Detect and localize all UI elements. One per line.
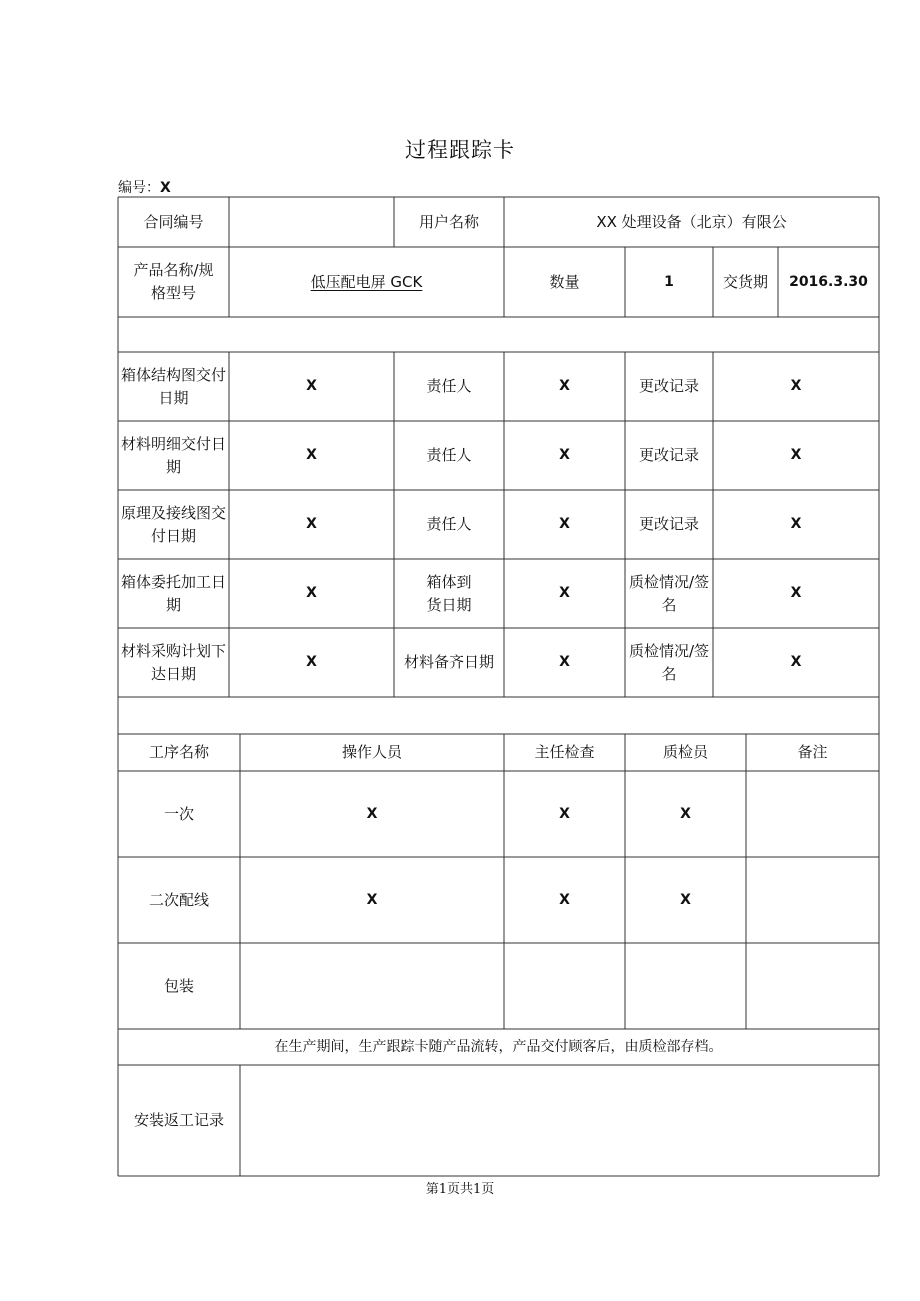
schedule-right-value[interactable]: X — [790, 516, 802, 532]
process-name: 一次 — [163, 804, 194, 823]
schedule-label: 原理及接线图交付日期 — [120, 503, 226, 545]
schedule-mid-value[interactable]: X — [559, 516, 570, 532]
schedule-mid-value[interactable]: X — [559, 447, 570, 463]
process-header-name: 工序名称 — [148, 743, 209, 761]
page-title: 过程跟踪卡 — [405, 138, 515, 162]
schedule-right-label: 更改记录 — [638, 446, 699, 464]
page-footer: 第1页共1页 — [425, 1182, 495, 1197]
delivery-value[interactable]: 2016.3.30 — [789, 273, 868, 290]
schedule-right-value[interactable]: X — [790, 585, 802, 601]
product-label: 产品名称/规格型号 — [133, 261, 214, 302]
quantity-label: 数量 — [549, 272, 580, 291]
schedule-mid-label: 责任人 — [426, 515, 472, 533]
schedule-value[interactable]: X — [306, 654, 317, 670]
schedule-label: 箱体结构图交付日期 — [120, 365, 226, 407]
contract-no-label: 合同编号 — [143, 212, 204, 231]
document-number-label: 编号： — [118, 180, 160, 196]
customer-value[interactable]: XX 处理设备（北京）有限公 — [596, 212, 787, 231]
process-header-note: 备注 — [797, 743, 828, 761]
rework-value[interactable] — [240, 1065, 879, 1176]
schedule-mid-value[interactable]: X — [559, 654, 570, 670]
quantity-value[interactable]: 1 — [664, 273, 674, 290]
process-inspector[interactable]: X — [680, 805, 691, 822]
schedule-right-label: 更改记录 — [638, 515, 699, 533]
process-name: 二次配线 — [148, 890, 209, 909]
product-value-text: 低压配电屏 GCK — [310, 272, 423, 291]
schedule-right-value[interactable]: X — [790, 378, 802, 394]
contract-no-value[interactable] — [229, 197, 394, 247]
product-value[interactable] — [229, 247, 504, 317]
process-note[interactable] — [746, 771, 879, 857]
schedule-mid-label: 责任人 — [426, 446, 472, 464]
schedule-mid-label: 责任人 — [426, 377, 472, 395]
schedule-right-label: 更改记录 — [638, 377, 699, 395]
process-header-lead-check: 主任检查 — [534, 743, 595, 761]
process-note[interactable] — [746, 943, 879, 1029]
schedule-label: 材料明细交付日期 — [120, 434, 226, 476]
document-number-value: X — [160, 180, 171, 196]
process-lead-check[interactable]: X — [559, 805, 570, 822]
rework-label: 安装返工记录 — [133, 1111, 224, 1129]
schedule-mid-value[interactable]: X — [559, 585, 570, 601]
process-inspector[interactable] — [625, 943, 746, 1029]
process-lead-check[interactable] — [504, 943, 625, 1029]
process-operator[interactable] — [240, 943, 504, 1029]
process-header-inspector: 质检员 — [662, 743, 708, 761]
schedule-label: 材料采购计划下达日期 — [120, 641, 226, 683]
schedule-mid-value[interactable]: X — [559, 378, 570, 394]
process-header-operator: 操作人员 — [341, 743, 402, 761]
process-note[interactable] — [746, 857, 879, 943]
schedule-value[interactable]: X — [306, 447, 317, 463]
schedule-label: 箱体委托加工日期 — [120, 572, 226, 614]
schedule-mid-label: 箱体到货日期 — [426, 572, 472, 614]
process-name: 包装 — [163, 976, 194, 995]
schedule-right-value[interactable]: X — [790, 654, 802, 670]
process-operator[interactable]: X — [366, 891, 378, 908]
schedule-value[interactable]: X — [306, 585, 317, 601]
process-lead-check[interactable]: X — [559, 891, 570, 908]
schedule-right-label: 质检情况/签名 — [628, 572, 710, 614]
delivery-label: 交货期 — [722, 272, 768, 291]
schedule-mid-label: 材料备齐日期 — [403, 653, 494, 671]
schedule-value[interactable]: X — [306, 378, 317, 394]
customer-label: 用户名称 — [418, 212, 479, 231]
circulation-note: 在生产期间，生产跟踪卡随产品流转，产品交付顾客后，由质检部存档。 — [274, 1038, 723, 1055]
process-inspector[interactable]: X — [680, 891, 691, 908]
process-operator[interactable]: X — [366, 805, 378, 822]
schedule-value[interactable]: X — [306, 516, 317, 532]
schedule-right-value[interactable]: X — [790, 447, 802, 463]
schedule-right-label: 质检情况/签名 — [628, 641, 710, 683]
